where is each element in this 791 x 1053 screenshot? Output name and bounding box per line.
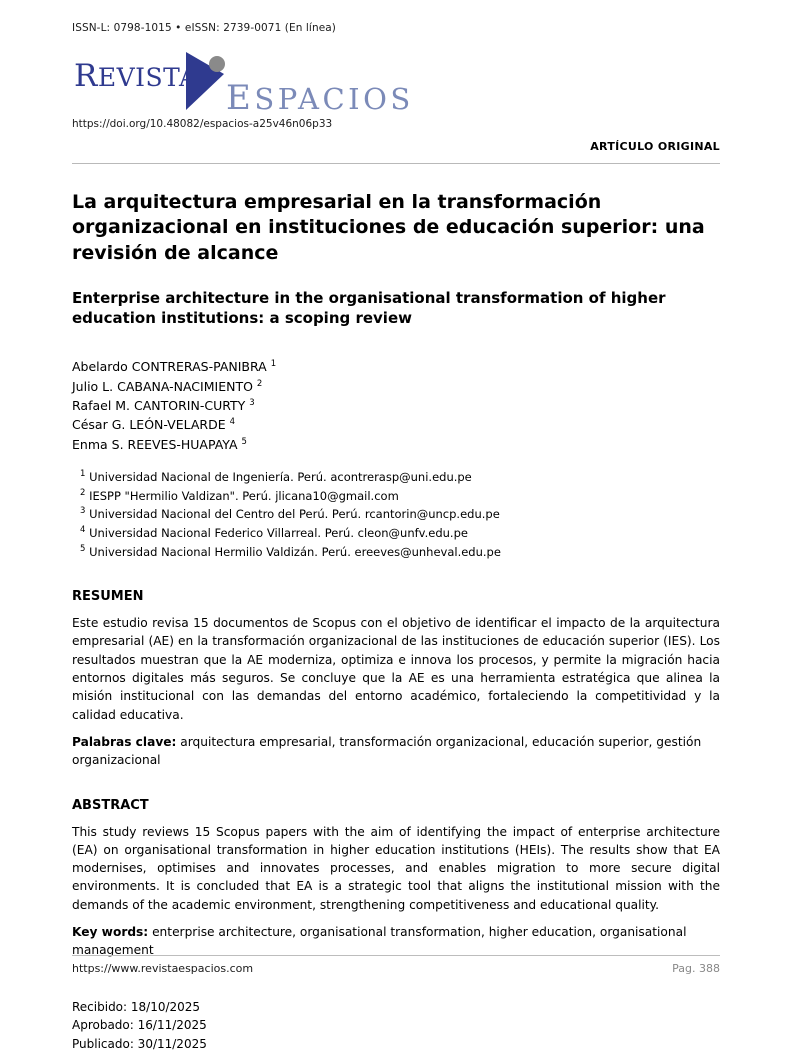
author-list [72, 357, 720, 454]
logo-revista-text: REVISTA [74, 58, 198, 94]
doi-link[interactable]: https://doi.org/10.48082/espacios-a25v46n06p33 [72, 118, 333, 130]
logo-dot-shape [209, 56, 225, 72]
affiliation-entry: $^2$ IESPP "Hermilio Valdizan". Perú. jlicana10@gmail.com [80, 487, 399, 503]
date-published: Publicado: 30/11/2025 [72, 1036, 207, 1051]
author-entry: César G. LEÓN-VELARDE $^4$ [72, 417, 236, 433]
resumen-body: Este estudio revisa 15 documentos de Scopus con el objetivo de identificar el impacto de la arquitectura empresarial (AE) en la transformación organizacional de las instituciones de educación superior (IES). Los resultados muestran que la AE moderniza, optimiza e innova los procesos, y permite la migración hacia entornos digitales más seguros. Se concluye que la AE es una herramienta estratégica que alinea la misión institucional con las demandas del entorno académico, fortaleciendo la competitividad y la calidad educativa. [72, 616, 720, 722]
publication-dates [72, 998, 720, 1053]
page-subtitle-english: Enterprise architecture in the organisational transformation of higher education institutions: a scoping review [72, 288, 666, 328]
date-approved: Aprobado: 16/11/2025 [72, 1018, 207, 1033]
footer-site-url[interactable]: https://www.revistaespacios.com [72, 962, 254, 975]
article-type-label: ARTÍCULO ORIGINAL [590, 140, 720, 153]
issn-line: ISSN-L: 0798-1015 • eISSN: 2739-0071 (En línea) [72, 22, 336, 34]
author-entry: Rafael M. CANTORIN-CURTY $^3$ [72, 397, 255, 413]
author-entry: Enma S. REEVES-HUAPAYA $^5$ [72, 436, 247, 452]
resumen-keywords [72, 733, 720, 770]
abstract-keywords-value: enterprise architecture, organisational transformation, higher education, organisational management [72, 925, 687, 958]
date-received: Recibido: 18/10/2025 [72, 999, 201, 1014]
resumen-keywords-value: arquitectura empresarial, transformación organizacional, educación superior, gestión organizacional [72, 734, 702, 768]
affiliation-entry: $^4$ Universidad Nacional Federico Villarreal. Perú. cleon@unfv.edu.pe [80, 525, 468, 540]
resumen-heading: RESUMEN [72, 589, 144, 605]
logo-espacios-text: ESPACIOS [226, 78, 414, 118]
affiliation-list [72, 468, 720, 561]
affiliation-entry: $^1$ Universidad Nacional de Ingeniería. Perú. acontrerasp@uni.edu.pe [80, 469, 472, 485]
header-divider [72, 163, 720, 164]
author-entry: Abelardo CONTRERAS-PANIBRA $^1$ [72, 359, 277, 375]
abstract-keywords-label: Key words: [72, 925, 149, 940]
footer-divider [72, 955, 720, 956]
footer-page-number: Pag. 388 [672, 962, 720, 975]
journal-logo [74, 50, 474, 118]
affiliation-entry: $^3$ Universidad Nacional del Centro del Perú. Perú. rcantorin@uncp.edu.pe [80, 506, 500, 522]
abstract-heading: ABSTRACT [72, 797, 149, 813]
abstract-body: This study reviews 15 Scopus papers with the aim of identifying the impact of enterprise architecture (EA) on organisational transformation in higher education institutions (HEIs). The results show that EA modernises, optimises and innovates processes, and enables migration to more secure digital environments. It is concluded that EA is a strategic tool that aligns the institutional mission with the demands of the academic environment, strengthening competitiveness and educational quality. [72, 824, 720, 912]
affiliation-entry: $^5$ Universidad Nacional Hermilio Valdizán. Perú. ereeves@unheval.edu.pe [80, 543, 501, 559]
page-title: La arquitectura empresarial en la transformación organizacional en instituciones de educación superior: una revisión de alcance [72, 191, 705, 264]
page-footer [72, 955, 720, 975]
resumen-keywords-label: Palabras clave: [72, 734, 177, 749]
author-entry: Julio L. CABANA-NACIMIENTO $^2$ [72, 378, 263, 394]
article-content [72, 22, 720, 1053]
